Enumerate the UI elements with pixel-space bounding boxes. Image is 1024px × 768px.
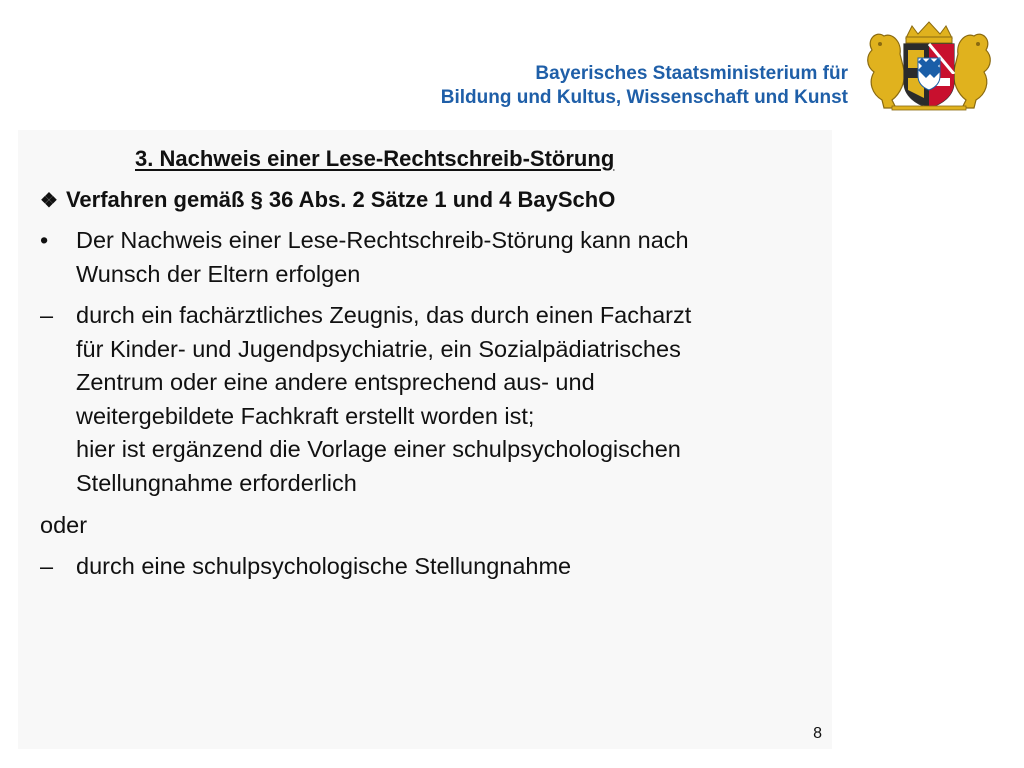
ministry-name-line2: Bildung und Kultus, Wissenschaft und Kunst <box>440 87 848 108</box>
page-number: 8 <box>813 725 822 742</box>
diamond-bullet-icon: ❖ <box>40 190 58 212</box>
ministry-name-line1: Bayerisches Staatsministerium für <box>535 63 848 84</box>
bullet-icon: • <box>40 227 49 253</box>
or-text: oder <box>40 512 88 538</box>
slide-subheading <box>40 187 615 213</box>
dash-marker: – <box>40 553 54 579</box>
slide-content <box>18 130 832 749</box>
slide-heading: 3. Nachweis einer Lese-Rechtschreib-Störung <box>135 146 615 171</box>
subheading-text: Verfahren gemäß § 36 Abs. 2 Sätze 1 und 4 BaySchO <box>65 187 616 212</box>
dash-text: durch eine schulpsychologische Stellungnahme <box>76 553 572 579</box>
dash-marker: – <box>40 302 54 328</box>
bullet-text: Der Nachweis einer Lese-Rechtschreib-Störung kann nach Wunsch der Eltern erfolgen <box>76 227 689 287</box>
ministry-name <box>441 62 848 110</box>
dash-text: durch ein fachärztliches Zeugnis, das durch einen Facharzt für Kinder- und Jugendpsychiatrie, ein Sozialpädiatrisches Zentrum oder eine andere entsprechend aus- und weitergebildete Fachkraft erstellt worden ist; hier ist ergänzend die Vorlage einer schulpsychologischen Stellungnahme erforderlich <box>76 302 692 496</box>
bavarian-coat-of-arms-icon <box>862 20 996 112</box>
